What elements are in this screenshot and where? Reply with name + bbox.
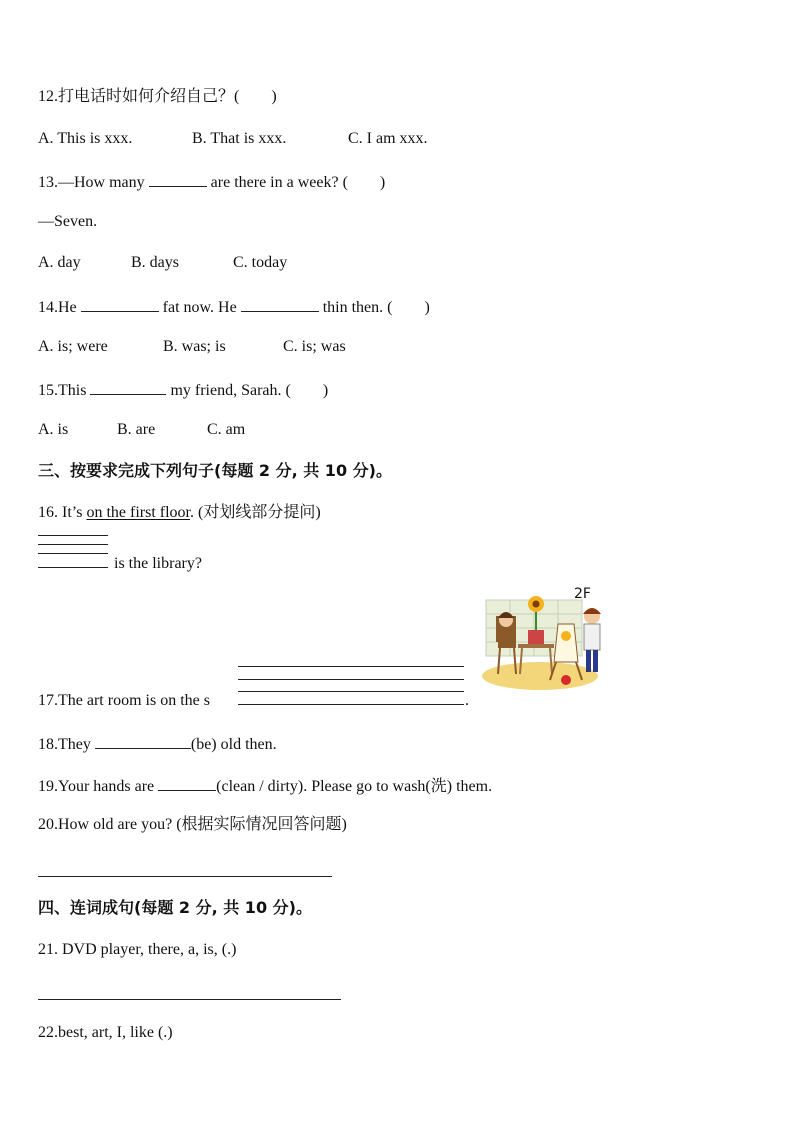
q20-answer-line[interactable]: [38, 876, 332, 877]
art-room-illustration: [478, 584, 608, 702]
q13-blank[interactable]: [149, 170, 207, 187]
q17-answer-line-4[interactable]: [238, 704, 464, 705]
q16-answer-line-3[interactable]: [38, 553, 108, 554]
q16-answer-line-4[interactable]: [38, 567, 108, 568]
section-4-title: 四、连词成句(每题 2 分, 共 10 分)。: [38, 898, 312, 917]
q14-option-a: A. is; were: [38, 338, 108, 355]
q13-option-c: C. today: [233, 254, 288, 271]
q17-stem: 17.The art room is on the s: [38, 692, 210, 709]
q18-blank[interactable]: [95, 732, 191, 749]
q14-stem: 14.He fat now. He thin then. ( ): [38, 295, 430, 318]
q16-underlined-phrase: on the first floor: [86, 504, 190, 521]
q12-option-b: B. That is xxx.: [192, 130, 287, 147]
q14-blank-1[interactable]: [81, 295, 159, 312]
q21-answer-line[interactable]: [38, 999, 341, 1000]
q17-period: .: [465, 692, 469, 709]
q15-option-a: A. is: [38, 421, 69, 438]
q16-tail: is the library?: [114, 555, 202, 572]
q18-stem: 18.They (be) old then.: [38, 732, 277, 755]
q20-stem: 20.How old are you? (根据实际情况回答问题): [38, 816, 347, 833]
q21-stem: 21. DVD player, there, a, is, (.): [38, 941, 237, 958]
q13-option-a: A. day: [38, 254, 81, 271]
q17-answer-line-1[interactable]: [238, 666, 464, 667]
section-3-title: 三、按要求完成下列句子(每题 2 分, 共 10 分)。: [38, 461, 392, 480]
q13-answer: —Seven.: [38, 213, 98, 230]
q12-stem: 12.打电话时如何介绍自己？( ): [38, 88, 277, 105]
q12-option-a: A. This is xxx.: [38, 130, 133, 147]
q16-answer-line-1[interactable]: [38, 535, 108, 536]
q17-answer-line-2[interactable]: [238, 679, 464, 680]
q22-stem: 22.best, art, I, like (.): [38, 1024, 173, 1041]
q13-option-b: B. days: [131, 254, 179, 271]
q15-option-c: C. am: [207, 421, 246, 438]
q14-blank-2[interactable]: [241, 295, 319, 312]
q12-option-c: C. I am xxx.: [348, 130, 428, 147]
q19-stem: 19.Your hands are (clean / dirty). Please go to wash(洗) them.: [38, 774, 492, 797]
q14-option-c: C. is; was: [283, 338, 346, 355]
q19-blank[interactable]: [158, 774, 216, 791]
q13-stem: 13.—How many are there in a week? ( ): [38, 170, 385, 193]
q14-option-b: B. was; is: [163, 338, 226, 355]
q15-stem: 15.This my friend, Sarah. ( ): [38, 378, 328, 401]
floor-label: 2F: [574, 586, 591, 602]
q16-stem: 16. It’s on the first floor. (对划线部分提问): [38, 504, 321, 521]
q15-option-b: B. are: [117, 421, 156, 438]
q16-answer-line-2[interactable]: [38, 544, 108, 545]
q15-blank[interactable]: [90, 378, 166, 395]
q17-answer-line-3[interactable]: [238, 691, 464, 692]
